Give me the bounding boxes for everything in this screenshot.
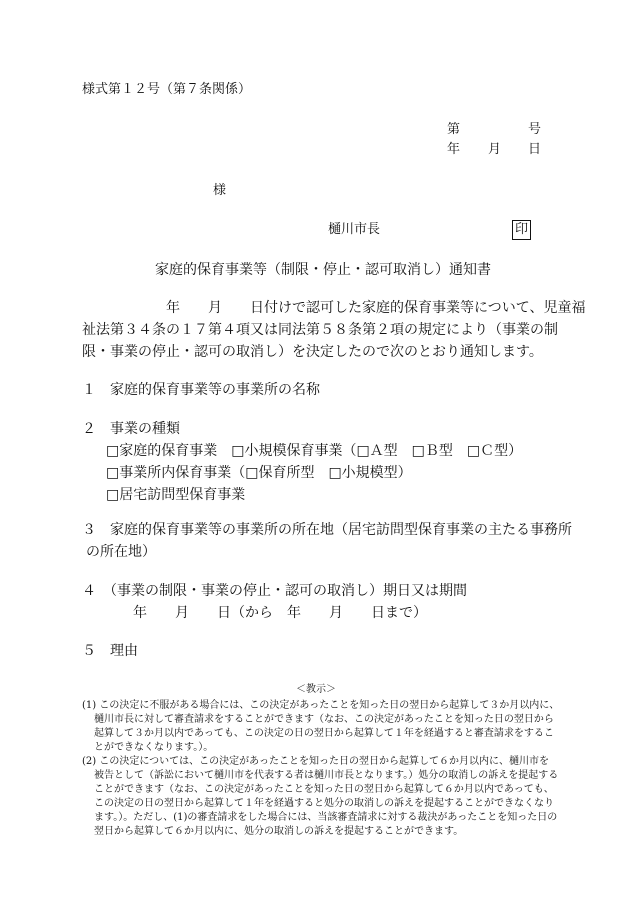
notice-line: この決定の日の翌日から起算して１年を経過すると処分の取消しの訴えを提起することができなくなり <box>94 798 554 809</box>
doc-number-dai: 第 <box>447 122 461 137</box>
item-4-line-1: ４ （事業の制限・事業の停止・認可の取消し）期日又は期間 <box>82 583 467 599</box>
body-line-3: 限・事業の停止・認可の取消し）を決定したので次のとおり通知します。 <box>82 344 543 360</box>
notice-heading: ＜教示＞ <box>296 684 336 695</box>
form-number: 様式第１２号（第７条関係） <box>82 82 252 97</box>
notice-line: ます。）。ただし、(1)の審査請求をした場合には、当該審査請求に対する裁決があったことを知った日の <box>94 812 558 823</box>
body-line-2: 祉法第３４条の１７第４項又は同法第５８条第２項の規定により（事業の制 <box>82 322 558 338</box>
item-3-line-1: ３ 家庭的保育事業等の事業所の所在地（居宅訪問型保育事業の主たる事務所 <box>82 522 572 538</box>
addressee-suffix: 様 <box>213 183 227 198</box>
date-month: 月 <box>488 142 502 157</box>
notice-line: 被告として（訴訟において樋川市を代表する者は樋川市長となります。）処分の取消しの訴えを提起する <box>94 770 559 781</box>
notice-line: ことができます（なお、この決定があったことを知った日の翌日から起算して６か月以内であっても、 <box>94 784 554 795</box>
date-year: 年 <box>447 142 461 157</box>
item-4-period: 年 月 日（から 年 月 日まで） <box>133 605 427 621</box>
item-2-label: ２ 事業の種類 <box>82 421 180 437</box>
notice-line: 樋川市長に対して審査請求をすることができます（なお、この決定があったことを知った日の翌日から <box>94 714 554 725</box>
notice-line: とができなくなります。）。 <box>94 742 214 753</box>
doc-number-go: 号 <box>528 122 542 137</box>
notice-line: (1) この決定に不服がある場合には、この決定があったことを知った日の翌日から起算して３か月以内に、 <box>82 700 560 711</box>
sender-name: 樋川市長 <box>328 222 381 237</box>
item-2-options-1: □家庭的保育事業 □小規模保育事業（□Ａ型 □Ｂ型 □Ｃ型） <box>106 443 523 459</box>
item-3-line-2: の所在地） <box>86 544 156 560</box>
item-5: ５ 理由 <box>82 643 138 659</box>
item-2-options-2: □事業所内保育事業（□保育所型 □小規模型） <box>106 465 412 481</box>
notice-line: 翌日から起算して６か月以内に、処分の取消しの訴えを提起することができます。 <box>94 826 464 837</box>
seal-mark: 印 <box>512 220 531 240</box>
body-line-1: 年 月 日付けで認可した家庭的保育事業等について、児童福 <box>82 300 586 316</box>
item-1: １ 家庭的保育事業等の事業所の名称 <box>82 382 320 398</box>
notice-line: (2) この決定については、この決定があったことを知った日の翌日から起算して６か月以内に、樋川市を <box>82 756 550 767</box>
notice-line: 起算して３か月以内であっても、この決定の日の翌日から起算して１年を経過すると審査請求をするこ <box>94 728 554 739</box>
date-day: 日 <box>528 142 542 157</box>
document-title: 家庭的保育事業等（制限・停止・認可取消し）通知書 <box>155 262 491 278</box>
item-2-options-3: □居宅訪問型保育事業 <box>106 487 246 503</box>
